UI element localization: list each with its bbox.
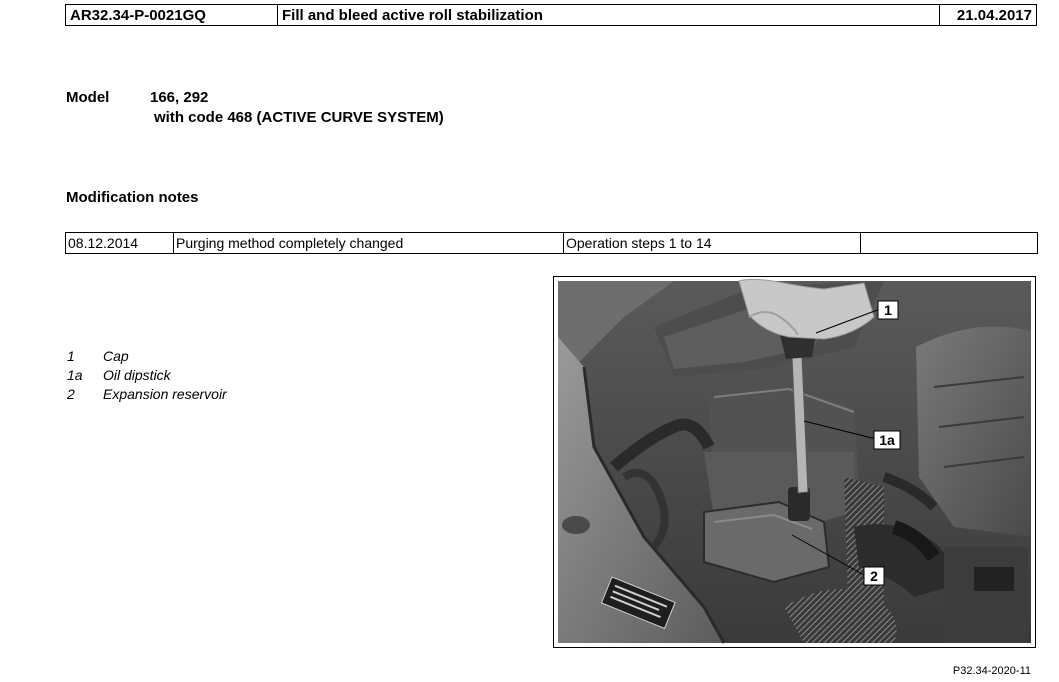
figure-reference: P32.34-2020-11 (952, 665, 1031, 677)
callout-label: 1a (879, 432, 895, 448)
legend-item (67, 367, 287, 386)
hood-hole (562, 516, 590, 534)
engine-bay-illustration (554, 277, 1035, 647)
callout-label: 1 (884, 302, 892, 318)
engine-bay-photo (553, 276, 1036, 648)
figure-legend (67, 348, 287, 405)
model-label: Model (66, 89, 110, 106)
legend-key: 1a (67, 367, 83, 383)
modification-steps: Operation steps 1 to 14 (564, 233, 861, 254)
legend-key: 2 (67, 386, 75, 402)
document-id: AR32.34-P-0021GQ (66, 5, 278, 26)
modification-notes-heading: Modification notes (66, 189, 199, 206)
table-row (66, 233, 1038, 254)
modification-date: 08.12.2014 (66, 233, 174, 254)
model-code-line: with code 468 (ACTIVE CURVE SYSTEM) (154, 109, 444, 126)
legend-item (67, 386, 287, 405)
modification-notes-table (65, 232, 1038, 254)
document-date: 21.04.2017 (940, 5, 1037, 26)
legend-text: Cap (103, 348, 129, 364)
model-value: 166, 292 (150, 89, 209, 106)
callout-label: 2 (870, 568, 878, 584)
legend-text: Expansion reservoir (103, 386, 227, 402)
legend-text: Oil dipstick (103, 367, 171, 383)
modification-extra (861, 233, 1038, 254)
legend-item (67, 348, 287, 367)
modification-description: Purging method completely changed (174, 233, 564, 254)
document-header (65, 4, 1037, 26)
legend-key: 1 (67, 348, 75, 364)
document-title: Fill and bleed active roll stabilization (278, 5, 940, 26)
